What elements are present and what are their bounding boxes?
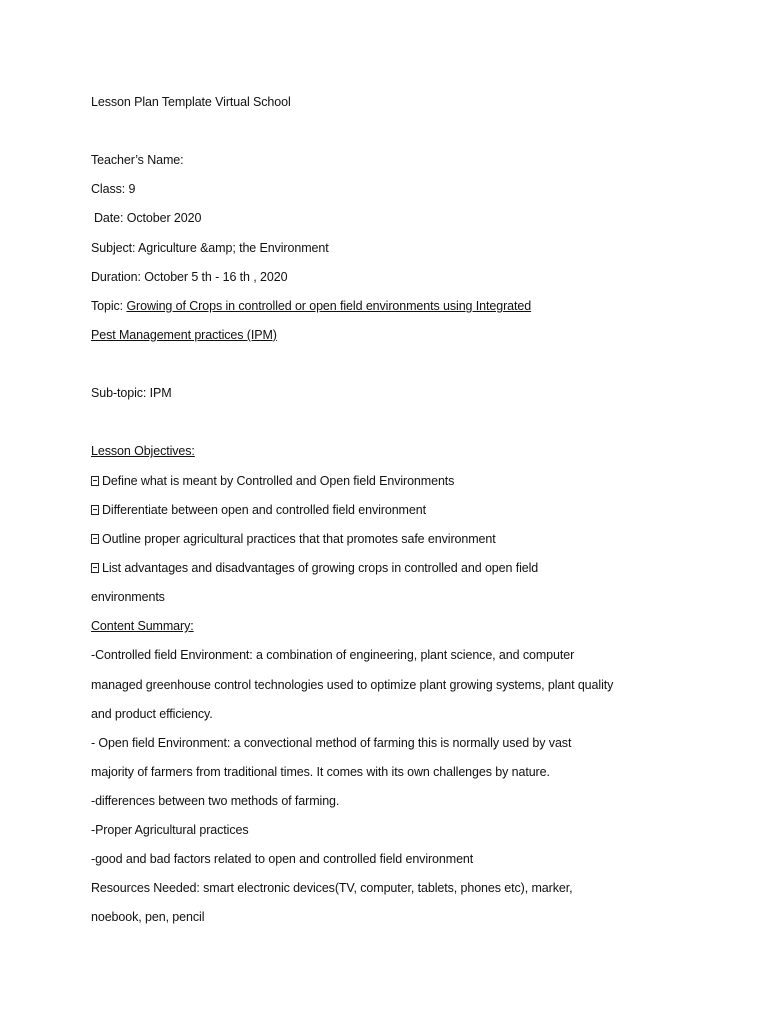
- content-line: -differences between two methods of farming.: [91, 794, 340, 808]
- content-summary-heading: Content Summary:: [91, 619, 194, 633]
- objective-continuation: environments: [91, 590, 165, 604]
- topic-text-line-1: Growing of Crops in controlled or open field environments using Integrated: [126, 299, 532, 313]
- content-line: managed greenhouse control technologies used to optimize plant growing systems, plant quality: [91, 678, 614, 692]
- objective-text: Differentiate between open and controlled field environment: [102, 503, 426, 517]
- objectives-heading: Lesson Objectives:: [91, 444, 195, 458]
- subtopic-line: Sub-topic: IPM: [91, 386, 172, 400]
- document-title: Lesson Plan Template Virtual School: [91, 95, 291, 109]
- bullet-box-icon: [91, 534, 99, 544]
- content-line: and product efficiency.: [91, 707, 213, 721]
- objective-text: Define what is meant by Controlled and Open field Environments: [102, 474, 455, 488]
- content-line: -good and bad factors related to open and controlled field environment: [91, 852, 474, 866]
- teacher-name-line: Teacher’s Name:: [91, 153, 184, 167]
- content-line: -Controlled field Environment: a combination of engineering, plant science, and computer: [91, 648, 575, 662]
- topic-text-line-2: Pest Management practices (IPM): [91, 328, 277, 342]
- bullet-box-icon: [91, 563, 99, 573]
- objective-item: [91, 473, 454, 489]
- objective-text: List advantages and disadvantages of growing crops in controlled and open field: [102, 561, 539, 575]
- resources-line-1: Resources Needed: smart electronic devices(TV, computer, tablets, phones etc), marker,: [91, 881, 573, 895]
- objective-item: [91, 531, 496, 547]
- bullet-box-icon: [91, 476, 99, 486]
- topic-line: [91, 298, 531, 314]
- content-line: -Proper Agricultural practices: [91, 823, 249, 837]
- duration-line: Duration: October 5 th - 16 th , 2020: [91, 270, 288, 284]
- date-line: Date: October 2020: [94, 211, 202, 225]
- topic-label: Topic:: [91, 299, 127, 313]
- class-line: Class: 9: [91, 182, 136, 196]
- objective-item: [91, 502, 426, 518]
- content-line: - Open field Environment: a convectional method of farming this is normally used by vast: [91, 736, 572, 750]
- content-line: majority of farmers from traditional times. It comes with its own challenges by nature.: [91, 765, 550, 779]
- resources-line-2: noebook, pen, pencil: [91, 910, 205, 924]
- bullet-box-icon: [91, 505, 99, 515]
- objective-item: [91, 560, 538, 576]
- objective-text: Outline proper agricultural practices that that promotes safe environment: [102, 532, 496, 546]
- subject-line: Subject: Agriculture &amp; the Environment: [91, 241, 329, 255]
